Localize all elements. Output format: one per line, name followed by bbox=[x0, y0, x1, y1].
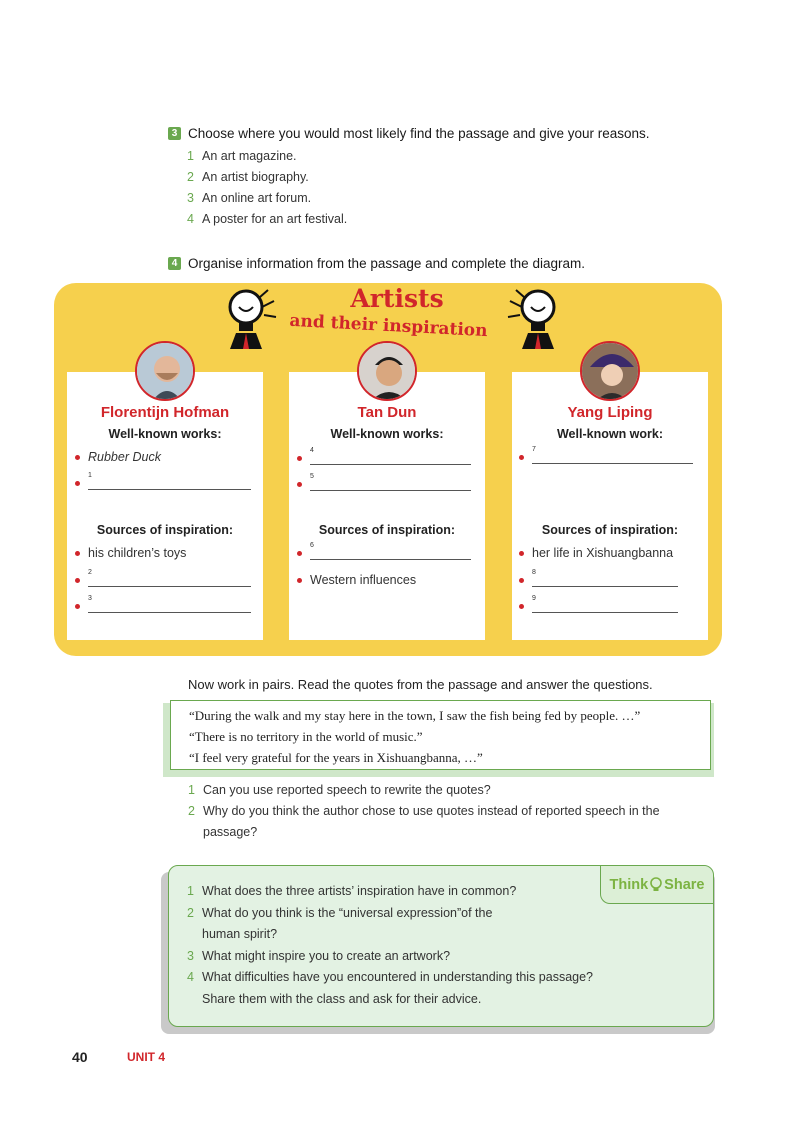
list-item bbox=[297, 447, 471, 465]
list-item: 1 An art magazine. bbox=[187, 149, 297, 163]
list-item: 4 What difficulties have you encountered in understanding this passage? Share them with the class and ask for their advice. bbox=[187, 970, 593, 1006]
answer-blank[interactable]: 1 bbox=[88, 476, 251, 490]
works-label: Well-known work: bbox=[556, 427, 664, 441]
list-item: 4 A poster for an art festival. bbox=[187, 212, 348, 226]
task-3-instruction: Choose where you would most likely find the passage and give your reasons. bbox=[188, 126, 650, 141]
avatar bbox=[357, 341, 417, 401]
list-item bbox=[75, 472, 251, 490]
list-item bbox=[519, 595, 678, 613]
quote: “I feel very grateful for the years in Xishuangbanna, …” bbox=[189, 750, 483, 765]
answer-blank[interactable]: 2 bbox=[88, 573, 251, 587]
artist-name: Tan Dun bbox=[357, 404, 417, 421]
list-item: 2 Why do you think the author chose to use quotes instead of reported speech in the passage? bbox=[188, 804, 660, 839]
list-item: 1 What does the three artists’ inspiration have in common? bbox=[187, 884, 517, 898]
answer-blank[interactable]: 7 bbox=[532, 450, 693, 464]
lightbulb-icon bbox=[220, 287, 282, 351]
task-number-badge: 3 bbox=[168, 127, 181, 140]
sources-label: Sources of inspiration: bbox=[318, 523, 456, 537]
page-number: 40 bbox=[72, 1049, 88, 1065]
artist-name: Florentijn Hofman bbox=[100, 404, 230, 421]
sources-label: Sources of inspiration: bbox=[96, 523, 234, 537]
list-item: his children’s toys bbox=[75, 546, 186, 560]
avatar bbox=[135, 341, 195, 401]
list-item: her life in Xishuangbanna bbox=[519, 546, 673, 560]
answer-blank[interactable]: 9 bbox=[532, 599, 678, 613]
sources-label: Sources of inspiration: bbox=[541, 523, 679, 537]
list-item: Western influences bbox=[297, 573, 416, 587]
pairs-questions bbox=[188, 780, 678, 843]
quote: “During the walk and my stay here in the town, I saw the fish being fed by people. …” bbox=[189, 708, 641, 723]
list-item: 1 Can you use reported speech to rewrite the quotes? bbox=[188, 783, 491, 797]
think-share-badge: Think Share bbox=[600, 866, 713, 904]
list-item: 2 What do you think is the “universal expression”of the human spirit? bbox=[187, 905, 493, 941]
answer-blank[interactable]: 4 bbox=[310, 451, 471, 465]
answer-blank[interactable]: 6 bbox=[310, 546, 471, 560]
avatar bbox=[580, 341, 640, 401]
lightbulb-icon bbox=[502, 287, 564, 351]
answer-blank[interactable]: 8 bbox=[532, 573, 678, 587]
diagram-subtitle: and their inspiration bbox=[288, 310, 489, 342]
unit-label: UNIT 4 bbox=[127, 1050, 166, 1064]
list-item bbox=[519, 569, 678, 587]
artist-name: Yang Liping bbox=[567, 404, 653, 421]
works-label: Well-known works: bbox=[330, 427, 444, 441]
list-item: Rubber Duck bbox=[75, 450, 161, 464]
pairs-instruction: Now work in pairs. Read the quotes from the passage and answer the questions. bbox=[188, 677, 653, 692]
list-item: 3 What might inspire you to create an artwork? bbox=[187, 948, 451, 963]
list-item bbox=[75, 595, 251, 613]
task-3-heading bbox=[168, 126, 650, 141]
quote-box bbox=[170, 700, 711, 770]
quote: “There is no territory in the world of music.” bbox=[189, 729, 423, 744]
task-4-instruction: Organise information from the passage and complete the diagram. bbox=[188, 256, 585, 271]
list-item: 3 An online art forum. bbox=[187, 191, 312, 205]
list-item bbox=[297, 473, 471, 491]
diagram-title: Artists bbox=[350, 284, 444, 313]
list-item bbox=[297, 542, 471, 560]
list-item bbox=[519, 446, 693, 464]
task-3-options bbox=[187, 146, 347, 230]
lightbulb-icon bbox=[649, 877, 663, 893]
answer-blank[interactable]: 3 bbox=[88, 599, 251, 613]
answer-blank[interactable]: 5 bbox=[310, 477, 471, 491]
think-share-list bbox=[187, 881, 627, 1010]
list-item bbox=[75, 569, 251, 587]
list-item: 2 An artist biography. bbox=[187, 170, 309, 184]
works-label: Well-known works: bbox=[108, 427, 222, 441]
task-4-heading bbox=[168, 256, 585, 271]
task-number-badge: 4 bbox=[168, 257, 181, 270]
